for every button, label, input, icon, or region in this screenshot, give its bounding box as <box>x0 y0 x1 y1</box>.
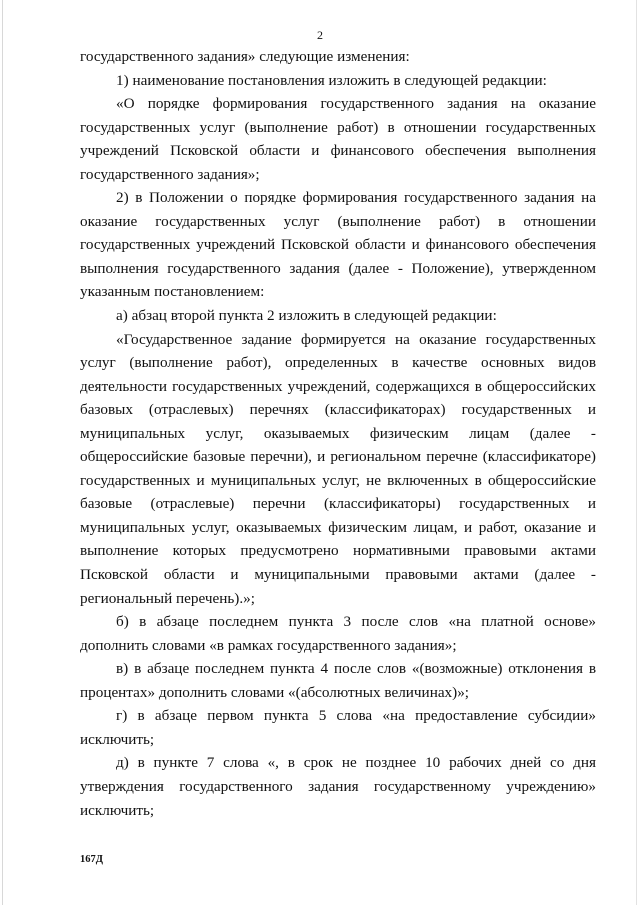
paragraph-item-2a: а) абзац второй пункта 2 изложить в следующей редакции: <box>116 307 497 325</box>
footer-document-code: 167Д <box>80 854 103 865</box>
paragraph-continuation: государственного задания» следующие изменения: <box>80 48 410 65</box>
paragraph-new-title: «О порядке формирования государственного задания на оказание государственных услуг (выполнение работ) в отношении государственных учреждений Псковской области и финансового обеспечения выполнения государственного задания»; <box>80 95 596 183</box>
paragraph-item-2v: в) в абзаце последнем пункта 4 после слов «(возможные) отклонения в процентах» дополнить словами «(абсолютных величинах)»; <box>80 660 596 701</box>
document-body <box>80 45 596 822</box>
scan-edge-right <box>636 0 637 905</box>
paragraph-item-1: 1) наименование постановления изложить в следующей редакции: <box>116 71 547 89</box>
paragraph-item-2g: г) в абзаце первом пункта 5 слова «на предоставление субсидии» исключить; <box>80 707 596 748</box>
paragraph-item-2d: д) в пункте 7 слова «, в срок не позднее 10 рабочих дней со дня утверждения государственного задания государственному учреждению» исключить; <box>80 754 596 819</box>
scan-edge-left <box>2 0 3 905</box>
paragraph-item-2: 2) в Положении о порядке формирования государственного задания на оказание государственных услуг (выполнение работ) в отношении государственных учреждений Псковской области и финансового обеспечения выполнения государственного задания (далее - Положение), утвержденном указанным постановлением: <box>80 189 596 301</box>
paragraph-quoted-text: «Государственное задание формируется на оказание государственных услуг (выполнение работ), определенных в качестве основных видов деятельности государственных учреждений, содержащихся в общероссийских базовых (отраслевых) перечнях (классификаторах) государственных и муниципальных услуг, оказываемых физическим лицам (далее - общероссийские базовые перечни), и региональном перечне (классификаторе) государственных и муниципальных услуг, не включенных в общероссийские базовые (отраслевые) перечни (классификаторы) государственных и муниципальных услуг, оказываемых физическим лицам, и работ, оказание и выполнение которых предусмотрено нормативными правовыми актами Псковской области и муниципальными правовыми актами (далее - региональный перечень).»; <box>80 330 596 607</box>
page-number: 2 <box>317 28 323 42</box>
paragraph-item-2b: б) в абзаце последнем пункта 3 после слов «на платной основе» дополнить словами «в рамках государственного задания»; <box>80 613 596 654</box>
